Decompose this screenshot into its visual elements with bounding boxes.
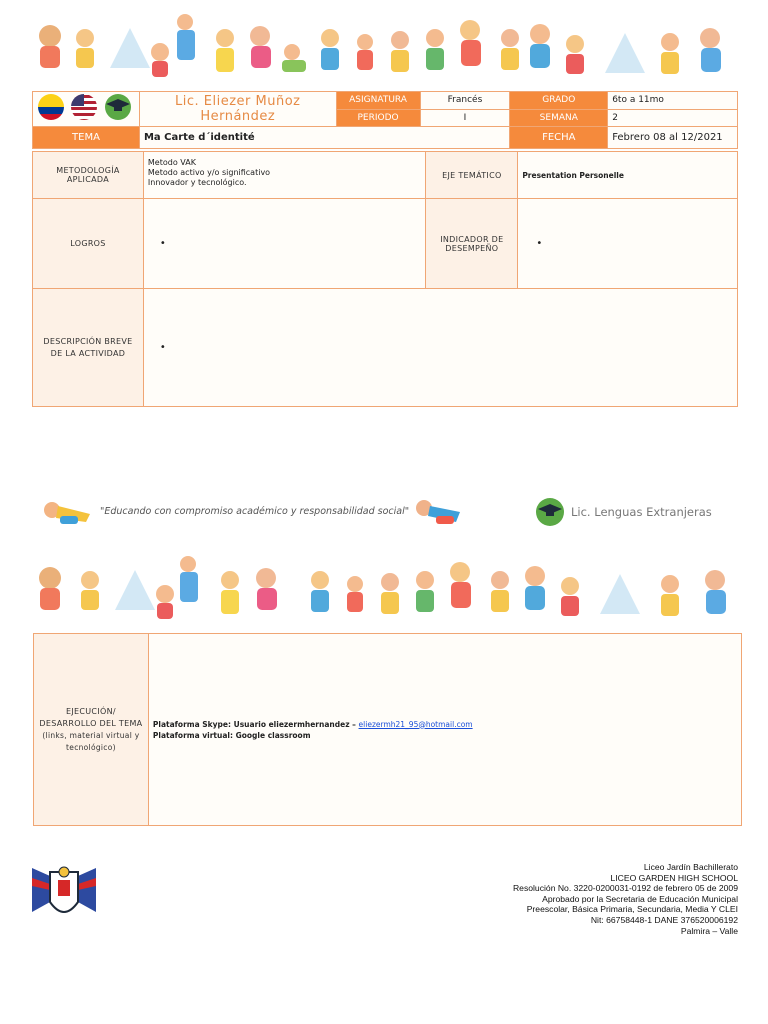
- grado-label: GRADO: [510, 92, 608, 110]
- eje-label: EJE TEMÁTICO: [426, 152, 518, 199]
- descripcion-label: DESCRIPCIÓN BREVE DE LA ACTIVIDAD: [33, 289, 144, 407]
- semana-label: SEMANA: [510, 109, 608, 127]
- logros-bullet: •: [143, 199, 425, 289]
- logros-label: LOGROS: [33, 199, 144, 289]
- graduation-globe-icon: [105, 94, 131, 120]
- grado-value: 6to a 11mo: [608, 92, 738, 110]
- metodologia-value: [143, 152, 425, 199]
- asignatura-label: ASIGNATURA: [336, 92, 420, 110]
- graduation-globe-icon: [535, 497, 565, 531]
- asignatura-value: Francés: [420, 92, 510, 110]
- footer-line: Palmira – Valle: [680, 925, 738, 936]
- ejecucion-value: [148, 634, 741, 826]
- footer-line: Liceo Jardín Bachillerato: [643, 862, 738, 872]
- flying-kid-left: [40, 496, 96, 534]
- footer-line: Aprobado por la Secretaria de Educación Municipal: [542, 893, 738, 904]
- eje-value: Presentation Personelle: [518, 152, 738, 199]
- colombia-flag-icon: [36, 92, 66, 122]
- ejecucion-table: [33, 633, 742, 826]
- metodologia-label: METODOLOGÍA APLICADA: [33, 152, 144, 199]
- ejecucion-label: [34, 634, 149, 826]
- metodologia-line: Metodo activo y/o significativo: [147, 168, 271, 177]
- periodo-label: PERIODO: [336, 109, 420, 127]
- skype-prefix: Plataforma Skype: Usuario eliezermhernandez –: [152, 719, 359, 729]
- footer-line: Preescolar, Básica Primaria, Secundaria, Media Y CLEI: [526, 904, 738, 915]
- lenguas-text: Lic. Lenguas Extranjeras: [571, 505, 712, 519]
- usa-flag-icon: [70, 92, 100, 122]
- skype-line: [153, 719, 737, 730]
- teacher-name: Lic. Eliezer Muñoz Hernández: [139, 92, 336, 127]
- metodologia-line: Metodo VAK: [147, 158, 196, 167]
- footer-line: Nit: 66758448-1 DANE 376520006192: [590, 914, 738, 925]
- footer-text: [513, 862, 738, 936]
- fecha-label: FECHA: [510, 127, 608, 149]
- virtual-line: Plataforma virtual: Google classroom: [152, 730, 311, 740]
- sections-table: [32, 151, 738, 407]
- flying-kid-right: [414, 496, 466, 534]
- ejecucion-label-line: DESARROLLO DEL TEMA: [39, 718, 143, 728]
- descripcion-bullet: •: [143, 289, 737, 407]
- periodo-value: I: [420, 109, 510, 127]
- tema-label: TEMA: [33, 127, 140, 149]
- kids-banner-top: [30, 8, 738, 88]
- school-crest-icon: [28, 862, 100, 930]
- metodologia-line: Innovador y tecnológico.: [147, 178, 247, 187]
- slogan-text: "Educando con compromiso académico y responsabilidad social": [100, 506, 410, 517]
- ejecucion-label-line: (links, material virtual y tecnológico): [42, 730, 140, 752]
- kids-banner-second: [30, 548, 738, 630]
- header-icons: [33, 92, 140, 127]
- footer-line: Resolución No. 3220-0200031-0192 de febrero 05 de 2009: [512, 883, 738, 894]
- indicador-bullet: •: [518, 199, 738, 289]
- tema-value: Ma Carte d´identité: [139, 127, 509, 149]
- footer-line: LICEO GARDEN HIGH SCHOOL: [610, 872, 738, 883]
- ejecucion-label-line: EJECUCIÓN/: [66, 706, 116, 716]
- fecha-value: Febrero 08 al 12/2021: [608, 127, 738, 149]
- skype-email-link[interactable]: eliezermh21_95@hotmail.com: [358, 719, 473, 729]
- indicador-label: INDICADOR DE DESEMPEÑO: [426, 199, 518, 289]
- semana-value: 2: [608, 109, 738, 127]
- header-table: [32, 91, 738, 149]
